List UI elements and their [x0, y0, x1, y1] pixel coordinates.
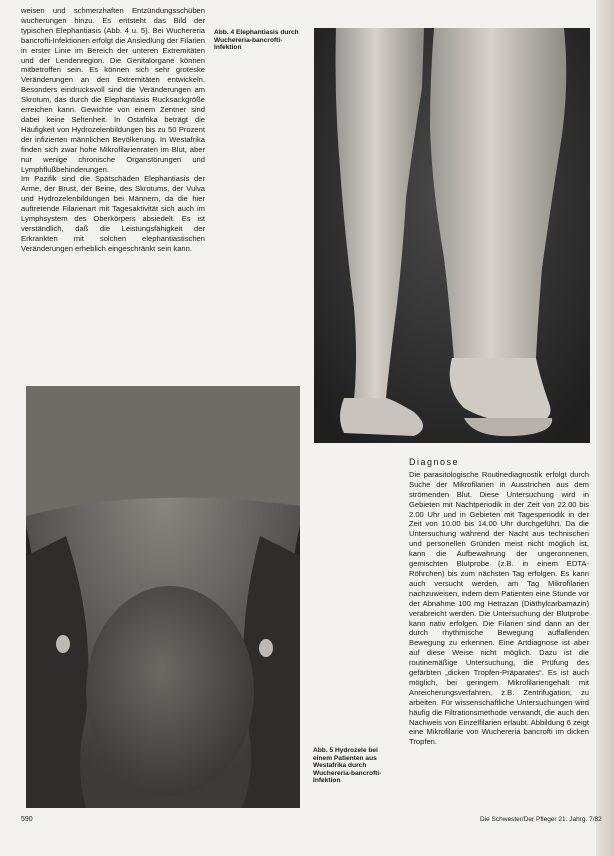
left-paragraph-2: Im Pazifik sind die Spätschäden Elephantiasis der Arme, der Brust, der Beine, des Skrotums, der Vulva und Hydrozelenbildungen bei Männern, da die hier auftretende Filarienart mit Tagesaktivität sich auch im Lymphsystem des Oberkörpers absiedelt. Es ist verständlich, daß die Leistungsfähigkeit der Erkrankten mit solchen elephantiastischen Veränderungen erheblich eingeschränkt sein kann. [21, 174, 205, 253]
page-number: 590 [21, 816, 33, 823]
section-paragraph: Die parasitologische Routinediagnostik erfolgt durch Suche der Mikrofilarien in Ausstrichen aus dem strömenden Blut. Diese Untersuchung wird in Gebieten mit Nachtperiodik in der Zeit von 22.00 bis 2.00 Uhr und in Gebieten mit Tagesperiodik in der Zeit von 10.00 bis 14.00 Uhr durchgeführt. Da die Untersuchung während der Nacht aus technischen und personellen Gründen meist nicht möglich ist, kann die Aufbewahrung der ungeronnenen, gemischten Blutprobe (z.B. in einem EDTA-Röhrchen) bis zum nächsten Tag erfolgen. Es kann auch versucht werden, am Tag Mikrofilarien nachzuweisen, indem dem Patienten eine Stunde vor der Abnahme 100 mg Hetrazan (Diäthylcarbamazin) verabreicht werden. Die Untersuchung der Blutprobe kann nativ erfolgen. Die Filarien sind dann an der durch rhythmische Bewegung auffallenden Bewegung zu erkennen. Eine Artdiagnose ist aber auf diese Weise nicht möglich. Dazu ist die routinemäßige Untersuchung, die Prüfung des gefärbten „dicken Tropfen-Präparates“. Es ist auch möglich, bei geringem Mikrofilariengehalt mit Anreicherungsverfahren, z.B. Zentrifugation, zu arbeiten. Für wissenschaftliche Untersuchungen wird häufig die Filtrationsmethode verwandt, die auch den Nachweis von Einzelfilarien erlaubt. Abbildung 6 zeigt eine Mikrofilarie von Wuchereria bancrofti im dicken Tropfen. [409, 469, 589, 747]
figure-5-photo-hydrocele [26, 386, 300, 808]
section-heading: Diagnose [409, 457, 460, 467]
figure-5-caption: Abb. 5 Hydrozele bei einem Patienten aus Westafrika durch Wuchereria-bancrofti-Infektion [313, 747, 382, 785]
figure-4-caption: Abb. 4 Elephantiasis durch Wuchereria-bancrofti-Infektion [214, 29, 299, 52]
figure-4-photo-legs [314, 28, 590, 443]
left-paragraph-1: weisen und schmerzhaften Entzündungsschüben wucherungen hinzu. Es entsteht das Bild der typischen Elephantiasis (Abb. 4 u. 5). Bei Wuchereria bancrofti-Infektionen erfolgt die Ansiedlung der Filarien in erster Linie im Bereich der unteren Extremitäten und der Lendenregion. Die Genitalorgane können mitbetroffen sein. Es können sich sehr groteske Veränderungen an den Extremitäten entwickeln. Besonders eindrucksvoll sind die Veränderungen am Skrotum, das durch die Elephantiasis Rucksackgröße erreichen kann. Gewichte von einem Zentner sind dabei keine Seltenheit. In Ostafrika beträgt die Häufigkeit von Hydrozelenbildungen bis zu 50 Prozent der infizierten männlichen Bevölkerung. In Westafrika finden sich zwar hohe Mikrofilarienraten im Blut, aber nur wenige chronische Organstörungen und Lymphflußbehinderungen. [21, 6, 205, 174]
page-edge [596, 0, 614, 856]
left-text-column [21, 6, 205, 254]
journal-footer: Die Schwester/Der Pfleger 21. Jahrg. 7/82 [480, 816, 602, 823]
right-text-column [409, 458, 589, 747]
